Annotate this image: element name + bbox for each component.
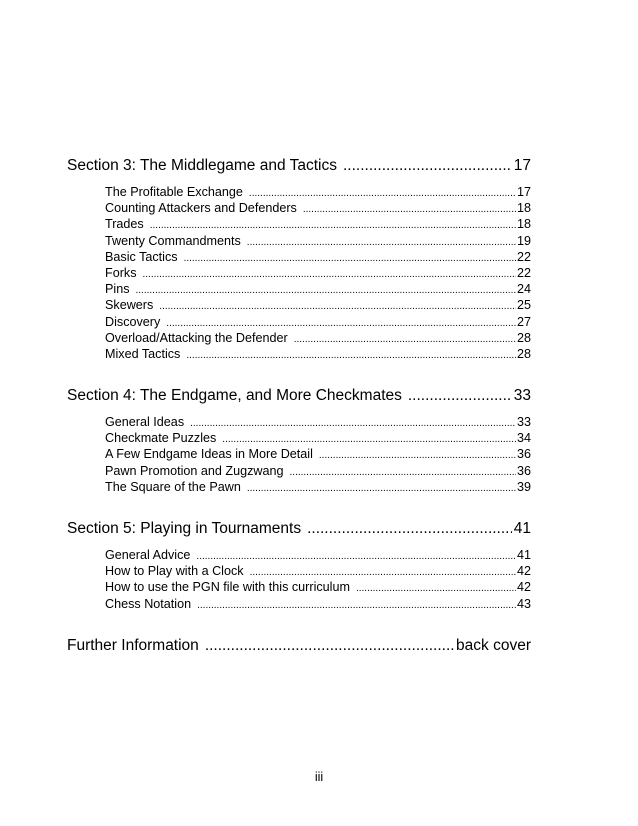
toc-entry[interactable]: [105, 479, 531, 495]
toc-section-5: [67, 517, 531, 612]
toc-section-3: [67, 154, 531, 362]
toc-entry[interactable]: [105, 314, 531, 330]
entry-page-number: 22: [516, 249, 531, 264]
dot-leader: [247, 235, 516, 251]
entry-page-number: 43: [516, 596, 531, 611]
dot-leader: [197, 598, 516, 614]
section-page-number: back cover: [456, 636, 531, 654]
entry-title: Forks: [105, 265, 137, 280]
entry-page-number: 19: [516, 233, 531, 248]
table-of-contents: [67, 154, 531, 680]
entry-title: Trades: [105, 217, 144, 232]
dot-leader: [184, 251, 516, 267]
entry-title: Counting Attackers and Defenders: [105, 201, 297, 216]
page-number: iii: [314, 770, 324, 784]
section-page-number: 33: [513, 387, 531, 405]
toc-entry[interactable]: [105, 265, 531, 281]
dot-leader: [343, 154, 512, 178]
dot-leader: [290, 465, 516, 481]
section-heading[interactable]: [67, 154, 531, 178]
entry-title: Chess Notation: [105, 596, 192, 611]
entry-title: A Few Endgame Ideas in More Detail: [105, 447, 313, 462]
section-page-number: 41: [513, 520, 531, 537]
toc-entry[interactable]: [105, 547, 531, 563]
section-entries: [105, 547, 531, 612]
entry-page-number: 18: [516, 217, 531, 232]
toc-entry[interactable]: [105, 216, 531, 232]
entry-title: General Advice: [105, 548, 191, 562]
toc-entry[interactable]: [105, 249, 531, 265]
dot-leader: [294, 332, 516, 348]
entry-page-number: 36: [516, 463, 531, 478]
entry-page-number: 17: [516, 185, 531, 199]
dot-leader: [408, 384, 512, 408]
dot-leader: [190, 416, 516, 432]
section-title: Section 5: Playing in Tournaments: [67, 520, 302, 537]
dot-leader: [307, 517, 512, 541]
entry-title: Pins: [105, 282, 130, 297]
entry-page-number: 28: [516, 346, 531, 361]
entry-title: How to use the PGN file with this curriculum: [105, 580, 350, 595]
entry-page-number: 41: [516, 548, 531, 562]
entry-page-number: 18: [516, 201, 531, 216]
section-title: Section 4: The Endgame, and More Checkmates: [67, 387, 402, 405]
section-heading[interactable]: [67, 384, 531, 408]
section-entries: [105, 414, 531, 495]
entry-page-number: 42: [516, 580, 531, 595]
toc-section-4: [67, 384, 531, 495]
toc-further-information: [67, 634, 531, 658]
entry-title: Skewers: [105, 298, 154, 313]
toc-entry[interactable]: [105, 233, 531, 249]
toc-entry[interactable]: [105, 463, 531, 479]
dot-leader: [159, 299, 516, 315]
section-entries: [105, 184, 531, 362]
toc-entry[interactable]: [105, 596, 531, 612]
entry-title: The Profitable Exchange: [105, 185, 243, 199]
section-heading[interactable]: [67, 517, 531, 541]
entry-title: The Square of the Pawn: [105, 479, 241, 494]
toc-entry[interactable]: [105, 414, 531, 430]
entry-title: Mixed Tactics: [105, 346, 181, 361]
toc-entry[interactable]: [105, 297, 531, 313]
toc-entry[interactable]: [105, 430, 531, 446]
section-heading[interactable]: [67, 634, 531, 658]
toc-entry[interactable]: [105, 184, 531, 200]
toc-entry[interactable]: [105, 563, 531, 579]
entry-page-number: 22: [516, 265, 531, 280]
entry-page-number: 25: [516, 298, 531, 313]
entry-page-number: 42: [516, 564, 531, 579]
entry-title: Basic Tactics: [105, 249, 178, 264]
entry-title: How to Play with a Clock: [105, 564, 244, 579]
section-title: Further Information: [67, 636, 199, 654]
entry-page-number: 34: [516, 431, 531, 446]
entry-page-number: 39: [516, 479, 531, 494]
toc-entry[interactable]: [105, 446, 531, 462]
dot-leader: [247, 481, 516, 497]
toc-entry[interactable]: [105, 330, 531, 346]
dot-leader: [356, 581, 516, 597]
dot-leader: [136, 283, 516, 299]
section-page-number: 17: [513, 157, 531, 174]
dot-leader: [205, 634, 454, 658]
entry-page-number: 27: [516, 314, 531, 329]
entry-title: Overload/Attacking the Defender: [105, 330, 288, 345]
entry-page-number: 33: [516, 415, 531, 430]
entry-page-number: 36: [516, 447, 531, 462]
entry-title: Checkmate Puzzles: [105, 431, 217, 446]
entry-title: Twenty Commandments: [105, 233, 241, 248]
entry-page-number: 28: [516, 330, 531, 345]
dot-leader: [319, 448, 516, 464]
toc-entry[interactable]: [105, 281, 531, 297]
section-title: Section 3: The Middlegame and Tactics: [67, 157, 337, 174]
toc-entry[interactable]: [105, 579, 531, 595]
toc-entry[interactable]: [105, 346, 531, 362]
entry-title: Discovery: [105, 314, 161, 329]
toc-entry[interactable]: [105, 200, 531, 216]
entry-title: Pawn Promotion and Zugzwang: [105, 463, 284, 478]
entry-title: General Ideas: [105, 415, 185, 430]
dot-leader: [303, 202, 516, 218]
dot-leader: [186, 348, 516, 364]
dot-leader: [142, 267, 516, 283]
entry-page-number: 24: [516, 282, 531, 297]
